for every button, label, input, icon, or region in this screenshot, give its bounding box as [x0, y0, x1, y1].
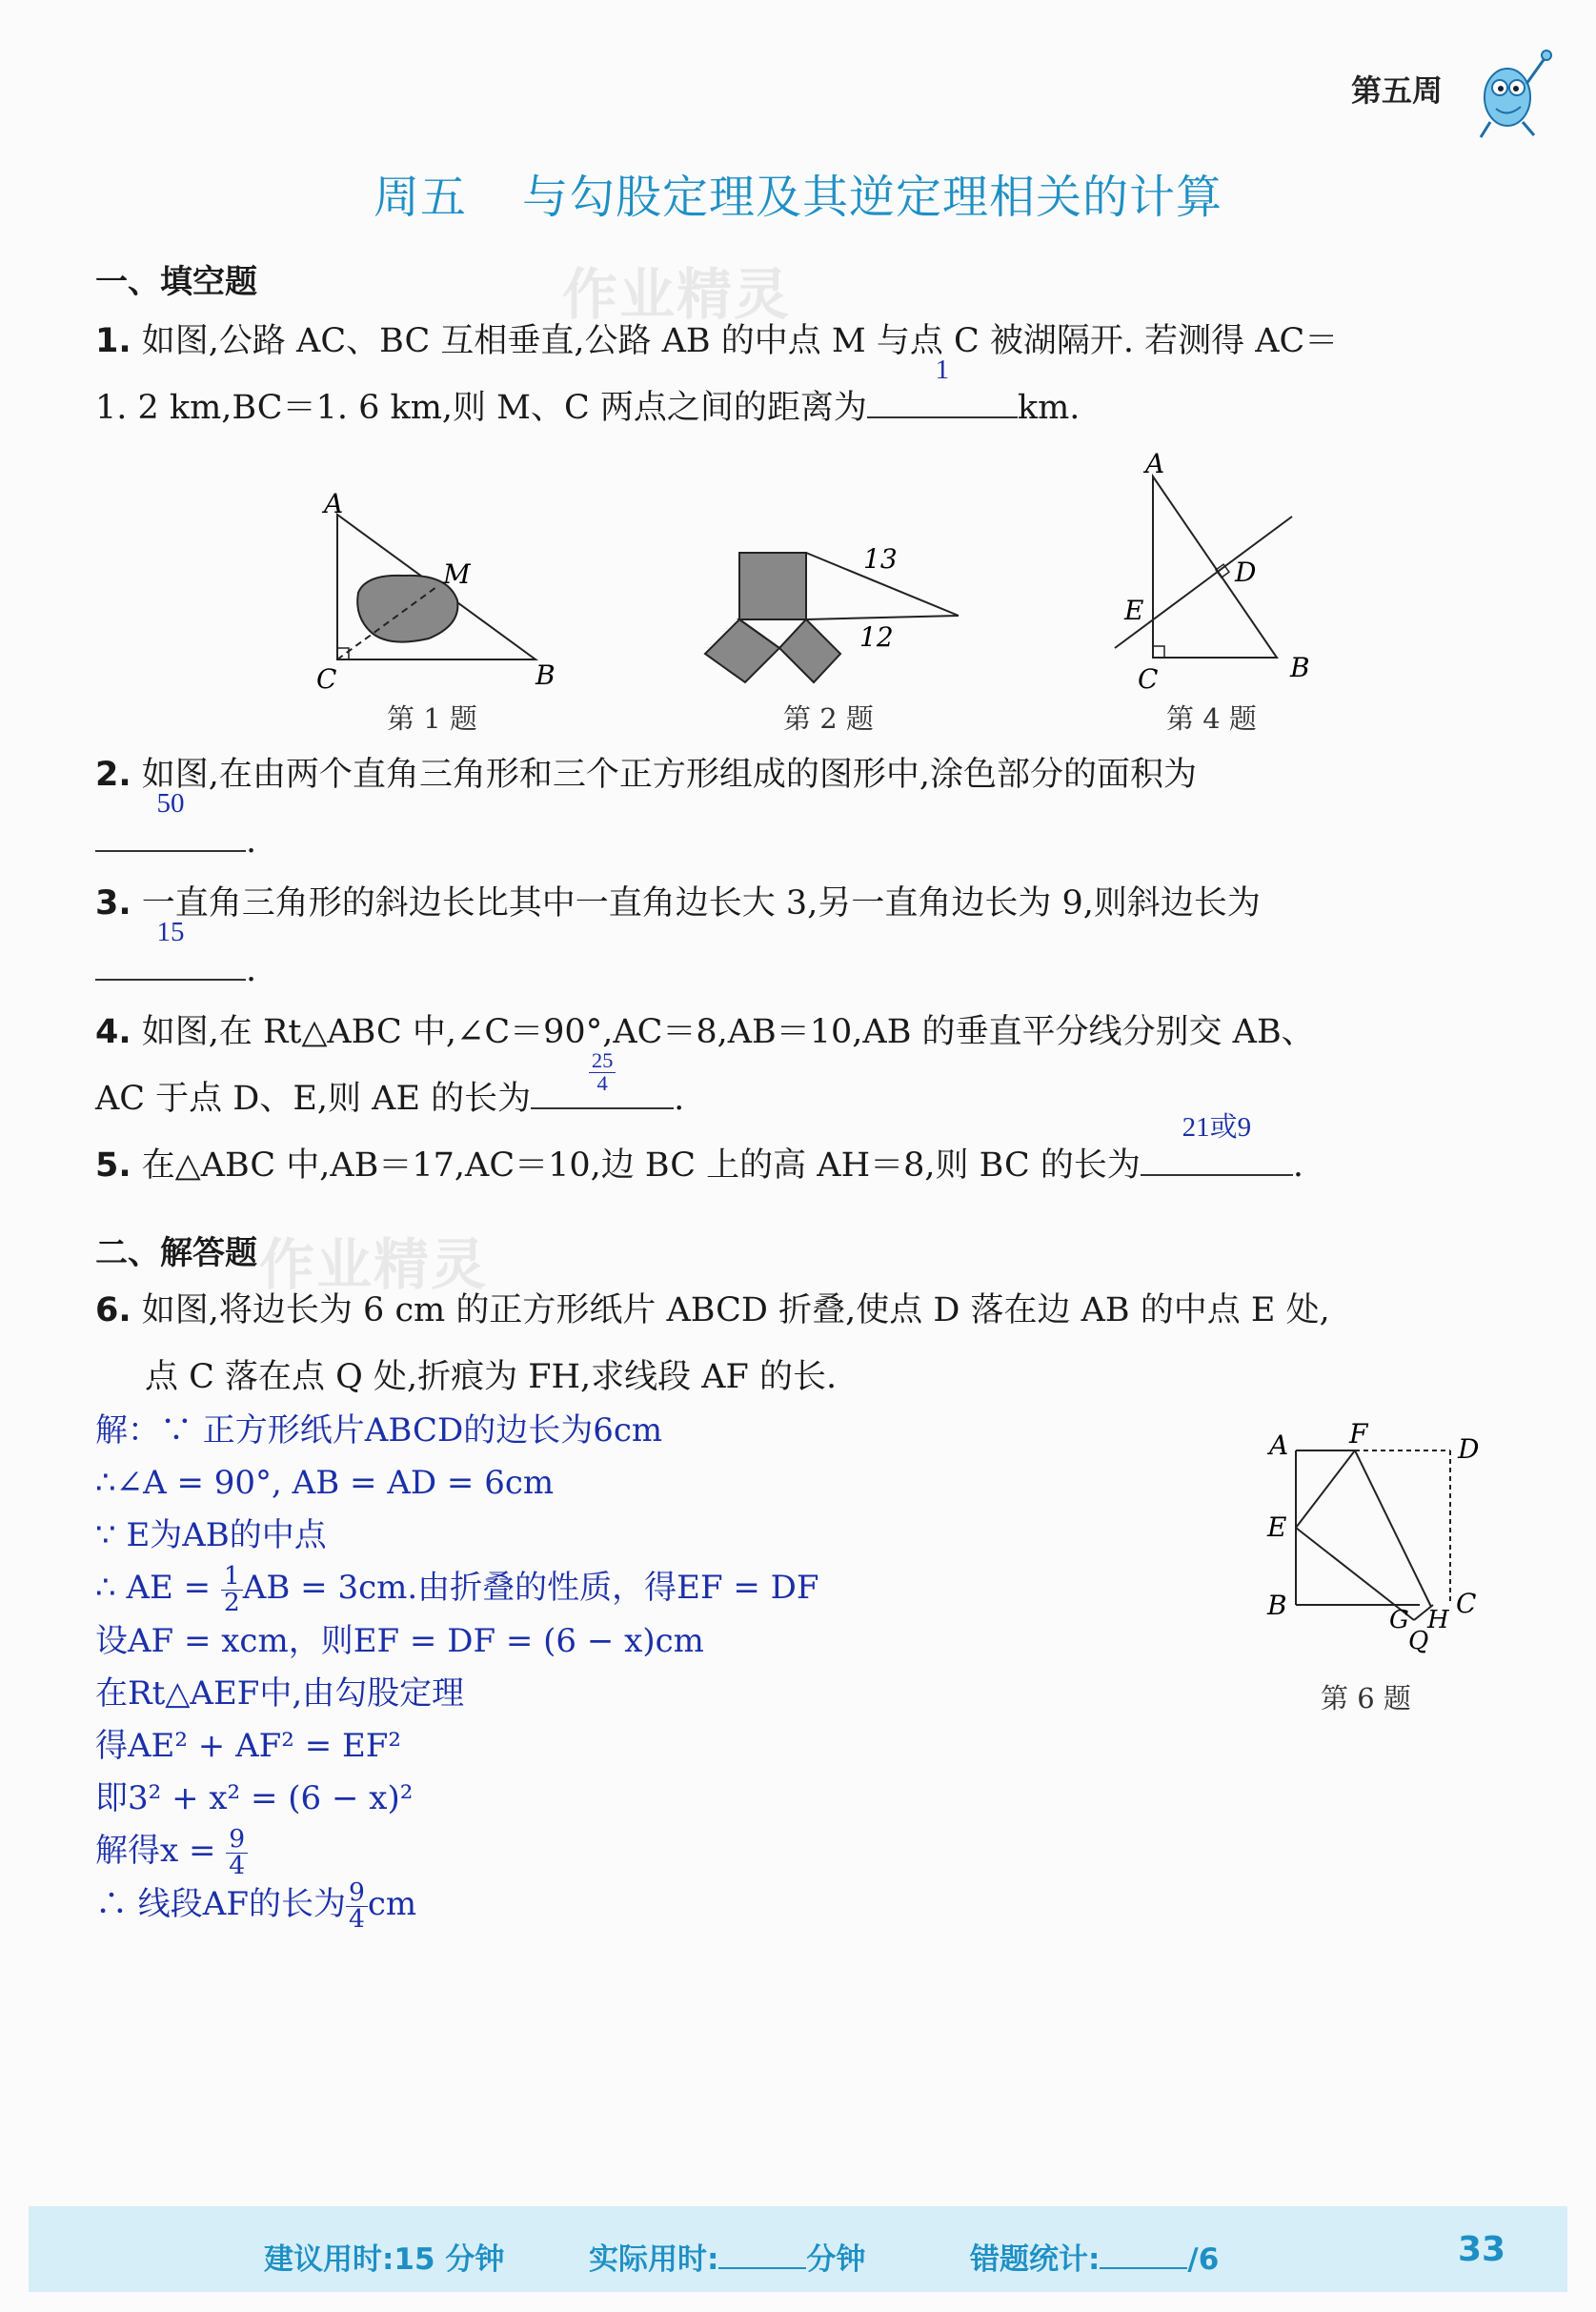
mascot-icon	[1467, 38, 1553, 143]
question-4: 4. 如图,在 Rt△ABC 中,∠C＝90°,AC＝8,AB＝10,AB 的垂直平分线分别交 AB、 AC 于点 D、E,则 AE 的长为 $\frac{25}{4}$ .	[95, 1013, 1315, 1118]
watermark: 作业精灵	[562, 262, 792, 327]
question-6: 6. 如图,将边长为 6 cm 的正方形纸片 ABCD 折叠,使点 D 落在边 AB 的中点 E 处, 点 C 落在点 Q 处,折痕为 FH,求线段 AF 的长.	[95, 1291, 1330, 1396]
figure-4-caption: 第 4 题	[1166, 702, 1257, 735]
svg-text:E: E	[1124, 595, 1144, 626]
question-1: 1. 如图,公路 AC、BC 互相垂直,公路 AB 的中点 M 与点 C 被湖隔开. 若测得 AC＝ 1. 2 km,BC＝1. 6 km,则 M、C 两点之间的距离为 1 km.	[95, 322, 1339, 427]
svg-text:C: C	[1138, 663, 1159, 695]
week-label: 第五周	[1351, 72, 1444, 109]
page-title: 周五 与勾股定理及其逆定理相关的计算	[373, 171, 1223, 224]
svg-text:A: A	[324, 488, 344, 519]
figure-6-caption: 第 6 题	[1321, 1682, 1411, 1714]
question-3: 3. 一直角三角形的斜边长比其中一直角边长大 3,另一直角边长为 9,则斜边长为 15 .	[95, 884, 1261, 989]
svg-text:D: D	[1235, 557, 1257, 588]
svg-text:M: M	[443, 558, 471, 590]
section-solve-heading: 二、解答题	[95, 1234, 257, 1272]
answer-blank-4[interactable]: $\frac{25}{4}$	[531, 1072, 674, 1109]
figure-1-caption: 第 1 题	[387, 702, 477, 735]
answer-blank-1[interactable]: 1	[867, 381, 1018, 418]
svg-text:F: F	[1349, 1420, 1368, 1450]
svg-text:B: B	[1290, 652, 1310, 683]
figure-6	[1258, 1420, 1515, 1668]
figure-1	[305, 486, 591, 734]
answer-blank-2[interactable]: 50	[95, 815, 246, 852]
svg-text:D: D	[1458, 1433, 1480, 1465]
svg-text:B: B	[535, 659, 556, 691]
actual-time-field[interactable]	[718, 2242, 806, 2269]
page-number: 33	[1458, 2230, 1506, 2269]
svg-text:12: 12	[859, 621, 894, 653]
svg-text:C: C	[316, 663, 337, 695]
answer-blank-3[interactable]: 15	[95, 943, 246, 981]
svg-text:13: 13	[863, 543, 898, 575]
question-5: 5. 在△ABC 中,AB＝17,AC＝10,边 BC 上的高 AH＝8,则 BC 的长为 21或9 .	[95, 1112, 1304, 1185]
svg-text:A: A	[1269, 1430, 1289, 1461]
error-count-field[interactable]	[1100, 2242, 1187, 2269]
section-fill-heading: 一、填空题	[95, 263, 257, 301]
answer-blank-5[interactable]: 21或9	[1141, 1139, 1293, 1176]
suggested-time: 建议用时:15 分钟	[264, 2242, 505, 2277]
svg-text:Q: Q	[1408, 1627, 1429, 1655]
svg-text:G: G	[1389, 1606, 1409, 1634]
svg-text:C: C	[1456, 1588, 1477, 1619]
figure-4	[1096, 448, 1324, 696]
actual-time: 实际用时: 分钟	[589, 2242, 866, 2277]
error-count: 错题统计: /6	[970, 2242, 1220, 2277]
solution-6: 解：∵ 正方形纸片ABCD的边长为6cm ∴∠A = 90°, AB = AD = 6cm ∵ E为AB的中点 ∴ AE = $\frac{1}{2}$ AB = 3cm.由折叠的性质，得EF = DF 设AF = xcm，则EF = DF = (6 − x)cm 在Rt△AEF中,由勾股定理 得AE² + AF² = EF² 即3² + x² = (6 − x)² 解得x = $\frac{9}{4}$ ∴ 线段AF的长为 $\frac{9}{4}$ cm	[95, 1411, 819, 1934]
svg-text:E: E	[1267, 1511, 1287, 1543]
watermark-2: 作业精灵	[259, 1232, 489, 1297]
figure-2	[696, 534, 981, 705]
svg-text:B: B	[1267, 1590, 1287, 1621]
question-2: 2. 如图,在由两个直角三角形和三个正方形组成的图形中,涂色部分的面积为 50 .	[95, 756, 1198, 861]
svg-text:H: H	[1427, 1606, 1449, 1634]
svg-text:A: A	[1145, 448, 1165, 479]
figure-2-caption: 第 2 题	[783, 702, 874, 735]
